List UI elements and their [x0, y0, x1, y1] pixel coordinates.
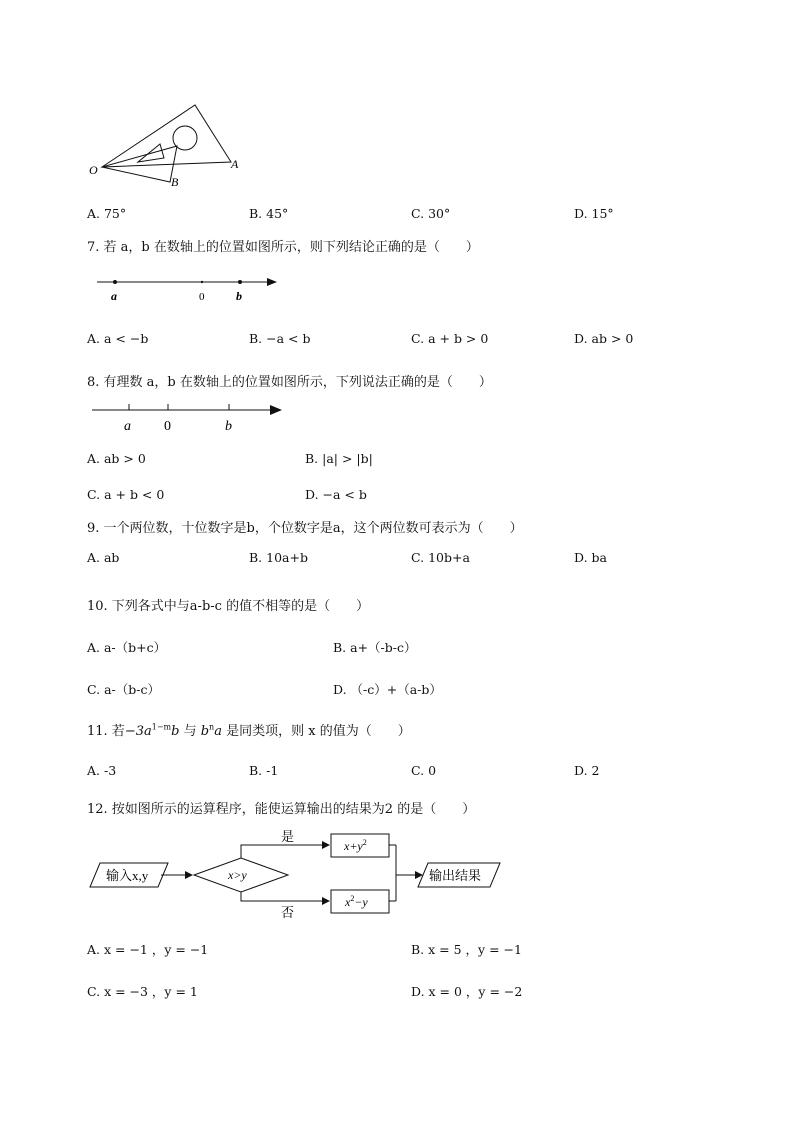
q9-option-c: C. 10b+a — [411, 550, 470, 565]
q11-term2-tail: a — [214, 724, 222, 739]
q8-axis-a: a — [124, 419, 131, 434]
q8-stem: 8. 有理数 a，b 在数轴上的位置如图所示，下列说法正确的是（ ） — [87, 375, 492, 390]
q8-axis-b: b — [225, 419, 232, 434]
q7-option-b: B. −a < b — [249, 331, 311, 346]
label-b: B — [171, 175, 179, 189]
q10-option-c: C. a-（b-c） — [87, 682, 160, 697]
flow-input-label: 输入x,y — [106, 868, 149, 883]
q8-option-c: C. a + b < 0 — [87, 487, 165, 502]
q11-term2-exp: n — [209, 722, 215, 732]
q11-option-c: C. 0 — [411, 763, 437, 778]
label-o: O — [89, 163, 98, 177]
q8-number-line — [88, 400, 288, 436]
q7-option-c: C. a + b > 0 — [411, 331, 489, 346]
q11-prefix: 11. 若 — [87, 724, 125, 739]
q12-stem: 12. 按如图所示的运算程序，能使运算输出的结果为2 的是（ ） — [87, 802, 476, 817]
label-a: A — [231, 157, 239, 171]
q11-term1-exp: 1−m — [151, 722, 172, 732]
q9-stem: 9. 一个两位数，十位数字是b，个位数字是a，这个两位数可表示为（ ） — [87, 521, 523, 536]
q11-suffix: 是同类项，则 x 的值为（ ） — [221, 724, 411, 739]
q7-axis-a: a — [111, 289, 117, 303]
q8-axis-0: 0 — [164, 419, 171, 434]
q6-option-d: D. 15° — [574, 206, 614, 221]
flow-output-label: 输出结果 — [429, 868, 482, 883]
q11-option-b: B. -1 — [249, 763, 279, 778]
q6-option-a: A. 75° — [87, 206, 127, 221]
triangle-figure — [85, 100, 245, 195]
flow-yes-label: 是 — [281, 829, 295, 844]
q6-option-b: B. 45° — [249, 206, 289, 221]
q10-stem: 10. 下列各式中与a-b-c 的值不相等的是（ ） — [87, 599, 370, 614]
q11-option-d: D. 2 — [574, 763, 600, 778]
q12-option-a: A. x = −1 ，y = −1 — [87, 942, 209, 957]
q11-term1-tail: b — [171, 724, 180, 739]
q12-flowchart — [88, 825, 508, 925]
q7-stem: 7. 若 a，b 在数轴上的位置如图所示，则下列结论正确的是（ ） — [87, 240, 479, 255]
q12-option-b: B. x = 5 ，y = −1 — [411, 942, 522, 957]
q9-option-a: A. ab — [87, 550, 120, 565]
q9-option-b: B. 10a+b — [249, 550, 308, 565]
q7-option-a: A. a < −b — [87, 331, 149, 346]
q11-term1: −3a — [124, 724, 152, 739]
q12-option-c: C. x = −3 ，y = 1 — [87, 984, 198, 999]
q7-axis-0: 0 — [199, 291, 205, 303]
q6-option-c: C. 30° — [411, 206, 451, 221]
q11-mid: 与 — [179, 724, 201, 739]
flow-no-label: 否 — [281, 905, 295, 920]
flow-condition-label: x>y — [228, 868, 247, 882]
q8-option-a: A. ab > 0 — [87, 451, 146, 466]
q9-option-d: D. ba — [574, 550, 607, 565]
q10-option-b: B. a+（-b-c） — [333, 640, 417, 655]
q11-stem — [87, 720, 411, 739]
q11-option-a: A. -3 — [87, 763, 117, 778]
flow-no-expr: $x^2-y$ — [345, 894, 368, 909]
flow-yes-expr: $x+y^2$ — [344, 838, 367, 853]
q10-option-a: A. a-（b+c） — [87, 640, 167, 655]
q7-axis-b: b — [236, 289, 242, 303]
q8-option-b: B. |a| > |b| — [305, 451, 373, 466]
q10-option-d: D. （-c）+（a-b） — [333, 682, 442, 697]
q11-term2: b — [200, 724, 210, 739]
q7-option-d: D. ab > 0 — [574, 331, 634, 346]
q12-option-d: D. x = 0 ，y = −2 — [411, 984, 523, 999]
q8-option-d: D. −a < b — [305, 487, 367, 502]
q7-number-line — [95, 272, 285, 306]
